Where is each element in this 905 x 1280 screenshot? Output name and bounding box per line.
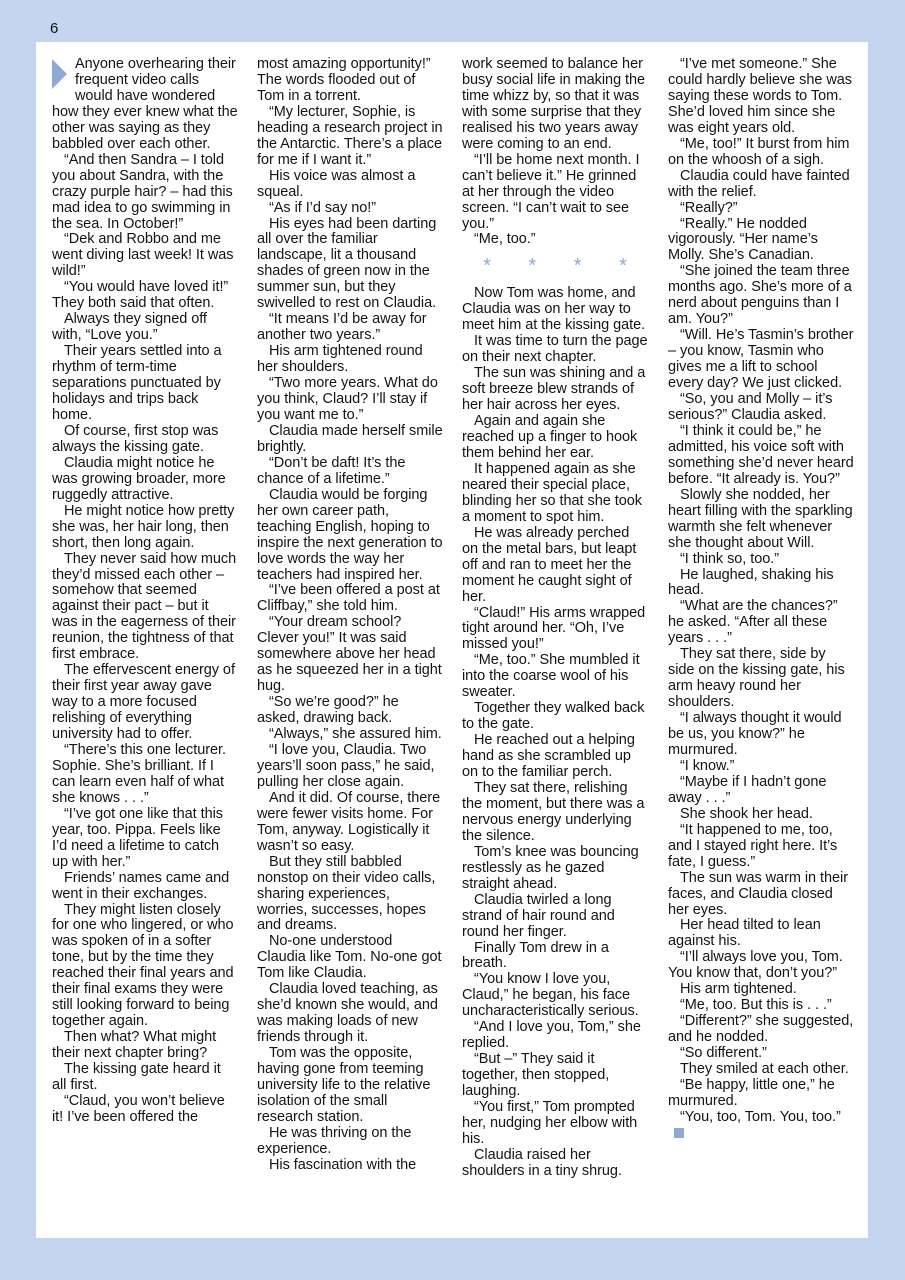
paragraph [668, 1014, 854, 1046]
paragraph [462, 845, 648, 893]
paragraph-text: “There’s this one lecturer. Sophie. She’s brilliant. If I can learn even half of what she knows . . .” [52, 741, 226, 806]
paragraph-text: “I’ll always love you, Tom. You know that, don’t you?” [668, 949, 843, 982]
paragraph [462, 653, 648, 701]
paragraph-text: Tom was the opposite, having gone from teeming university life to the relative isolation of the small research station. [257, 1045, 431, 1125]
paragraph-text: “Me, too.” She mumbled it into the coarse wool of his sweater. [462, 652, 640, 701]
paragraph [668, 918, 854, 950]
text-column-2 [257, 57, 443, 1174]
paragraph-text: “It happened to me, too, and I stayed right here. It’s fate, I guess.” [668, 821, 838, 870]
paragraph [462, 733, 648, 781]
paragraph-text: They sat there, relishing the moment, but there was a nervous energy underlying the silence. [462, 779, 645, 844]
paragraph-text: He laughed, shaking his head. [668, 566, 834, 599]
paragraph [52, 312, 238, 344]
paragraph [257, 456, 443, 488]
paragraph-text: “You first,” Tom prompted her, nudging her elbow with his. [462, 1099, 638, 1147]
paragraph-text: Friends’ names came and went in their exchanges. [52, 869, 230, 902]
paragraph-text: “Don’t be daft! It’s the chance of a lifetime.” [257, 454, 406, 487]
paragraph [52, 456, 238, 504]
paragraph-text: They might listen closely for one who lingered, or who was spoken of in a softer tone, but by the time they reached their final years and their final exams they were still looking forward to being together again. [52, 901, 234, 1030]
paragraph-text: They smiled at each other. [680, 1061, 849, 1078]
paragraph [257, 376, 443, 424]
paragraph [462, 153, 648, 233]
paragraph [257, 424, 443, 456]
paragraph [52, 153, 238, 233]
paragraph-text: He reached out a helping hand as she scrambled up on to the familiar perch. [462, 732, 635, 781]
paragraph [668, 998, 854, 1014]
paragraph-text: “So we’re good?” he asked, drawing back. [257, 694, 399, 727]
paragraph-text: Slowly she nodded, her heart filling with the sparkling warmth she felt whenever she thought about Will. [668, 486, 853, 551]
paragraph-text: “Your dream school? Clever you!” It was said somewhere above her head as he squeezed her in a tight hug. [257, 614, 442, 695]
text-column-1 [52, 57, 238, 1126]
paragraph [257, 727, 443, 743]
paragraph [52, 57, 238, 153]
paragraph-text: They sat there, side by side on the kissing gate, his arm heavy round her shoulders. [668, 646, 845, 711]
paragraph-text: Her head tilted to lean against his. [668, 917, 821, 950]
text-column-3-bottom [462, 286, 648, 1179]
paragraph [462, 781, 648, 845]
paragraph-text: Claudia might notice he was growing broader, more ruggedly attractive. [52, 454, 226, 503]
paragraph [462, 462, 648, 526]
paragraph-text: “I know.” [680, 757, 735, 774]
paragraph [257, 791, 443, 855]
paragraph [257, 855, 443, 935]
paragraph [668, 137, 854, 169]
paragraph-text: “Really?” [680, 199, 738, 216]
paragraph-text: “I’ve been offered a post at Cliffbay,” she told him. [257, 582, 440, 615]
paragraph-text: “I’ve got one like that this year, too. Pippa. Feels like I’d need a lifetime to catch up with her.” [52, 805, 223, 870]
paragraph [52, 232, 238, 280]
paragraph [462, 414, 648, 462]
paragraph [668, 488, 854, 552]
paragraph [462, 232, 648, 248]
article-page [36, 42, 868, 1238]
paragraph-text: He was thriving on the experience. [257, 1124, 412, 1157]
paragraph-text: Together they walked back to the gate. [462, 700, 645, 733]
paragraph-text: The kissing gate heard it all first. [52, 1061, 221, 1093]
paragraph [52, 280, 238, 312]
paragraph [668, 568, 854, 600]
paragraph [462, 701, 648, 733]
text-column-3-top [462, 57, 648, 248]
paragraph [257, 344, 443, 376]
paragraph-text: “I always thought it would be us, you know?” he murmured. [668, 710, 842, 758]
paragraph [52, 743, 238, 807]
paragraph-text: “Dek and Robbo and me went diving last week! It was wild!” [52, 231, 234, 280]
triangle-marker-icon [52, 59, 67, 89]
paragraph-text: “But –” They said it together, then stopped, laughing. [462, 1051, 610, 1100]
paragraph-text: But they still babbled nonstop on their video calls, sharing experiences, worries, successes, hopes and dreams. [257, 853, 436, 934]
paragraph [257, 57, 443, 105]
paragraph-text: Then what? What might their next chapter bring? [52, 1029, 217, 1062]
paragraph-text: “You would have loved it!” They both said that often. [52, 279, 229, 312]
paragraph-text: “Really.” He nodded vigorously. “Her name’s Molly. She’s Canadian. [668, 215, 818, 264]
paragraph [257, 201, 443, 217]
paragraph-text: “And I love you, Tom,” she replied. [462, 1019, 641, 1052]
paragraph-text: His arm tightened round her shoulders. [257, 343, 423, 376]
paragraph-text: “She joined the team three months ago. She’s more of a nerd about penguins than I am. You?” [668, 263, 852, 328]
paragraph [668, 759, 854, 775]
paragraph [52, 1062, 238, 1094]
paragraph-text: “I’ll be home next month. I can’t believe it.” He grinned at her through the video screen. “I can’t wait to see you.” [462, 151, 640, 232]
paragraph [257, 217, 443, 313]
paragraph-text: Claudia twirled a long strand of hair round and round her finger. [462, 891, 615, 940]
paragraph-text: His arm tightened. [680, 981, 797, 998]
paragraph-text: He might notice how pretty she was, her hair long, then short, then long again. [52, 502, 235, 551]
paragraph [257, 695, 443, 727]
paragraph-text: Claudia would be forging her own career path, teaching English, hoping to inspire the next generation to love words the way her teachers had inspired her. [257, 486, 443, 583]
paragraph [668, 1078, 854, 1110]
paragraph [668, 1110, 854, 1142]
paragraph-text: Finally Tom drew in a breath. [462, 939, 609, 972]
paragraph [52, 1030, 238, 1062]
paragraph [462, 334, 648, 366]
paragraph [668, 871, 854, 919]
paragraph [668, 264, 854, 328]
paragraph-text: The effervescent energy of their first year away gave way to a more focused relishing of everything university had to offer. [52, 662, 235, 743]
paragraph-text: “Claud!” His arms wrapped tight around her. “Oh, I’ve missed you!” [462, 604, 646, 653]
paragraph [257, 488, 443, 584]
paragraph-text: “You, too, Tom. You, too.” [680, 1108, 841, 1125]
paragraph [52, 424, 238, 456]
paragraph-text: “Maybe if I hadn’t gone away . . .” [668, 773, 827, 806]
text-column-4 [668, 57, 854, 1142]
paragraph [257, 583, 443, 615]
paragraph-text: Of course, first stop was always the kissing gate. [52, 422, 219, 455]
paragraph-text: Claudia raised her shoulders in a tiny shrug. [462, 1146, 622, 1179]
paragraph [52, 504, 238, 552]
paragraph [462, 972, 648, 1020]
square-end-icon [674, 1128, 684, 1138]
paragraph [257, 1046, 443, 1126]
paragraph-text: No-one understood Claudia like Tom. No-one got Tom like Claudia. [257, 933, 442, 982]
paragraph-text: His voice was almost a squeal. [257, 167, 416, 200]
paragraph-text: Anyone overhearing their frequent video calls would have wondered how they ever knew what the other was saying as they babbled over each other. [52, 56, 238, 152]
page-number: 6 [50, 20, 59, 37]
paragraph-text: The sun was shining and a soft breeze blew strands of her hair across her eyes. [462, 365, 646, 414]
paragraph-text: Claudia made herself smile brightly. [257, 422, 443, 455]
paragraph [668, 1062, 854, 1078]
paragraph [462, 1020, 648, 1052]
paragraph [462, 606, 648, 654]
paragraph [52, 871, 238, 903]
paragraph [257, 1158, 443, 1174]
paragraph-text: It was time to turn the page on their next chapter. [462, 333, 648, 366]
paragraph-text: “It means I’d be away for another two years.” [257, 311, 427, 344]
paragraph-text: “And then Sandra – I told you about Sandra, with the crazy purple hair? – had this mad idea to go swimming in the sea. In October!” [52, 151, 233, 232]
paragraph [52, 663, 238, 743]
paragraph [257, 934, 443, 982]
paragraph-text: The sun was warm in their faces, and Claudia closed her eyes. [668, 869, 848, 918]
paragraph [257, 982, 443, 1046]
paragraph [462, 286, 648, 334]
paragraph [257, 615, 443, 695]
paragraph [52, 903, 238, 1031]
paragraph [668, 775, 854, 807]
paragraph-text: Again and again she reached up a finger to hook them behind her ear. [462, 413, 638, 461]
paragraph [257, 105, 443, 169]
paragraph-text: Claudia loved teaching, as she’d known she would, and was making loads of new friends through it. [257, 981, 438, 1046]
paragraph-text: “Will. He’s Tasmin’s brother – you know, Tasmin who gives me a lift to school every day? We just clicked. [668, 327, 854, 392]
paragraph [668, 57, 854, 137]
section-separator: * * * * [483, 255, 643, 278]
paragraph-text: “So different.” [680, 1045, 767, 1062]
paragraph [257, 312, 443, 344]
paragraph-text: “As if I’d say no!” [269, 199, 377, 216]
paragraph [462, 941, 648, 973]
paragraph [668, 1046, 854, 1062]
paragraph-text: most amazing opportunity!” The words flooded out of Tom in a torrent. [257, 56, 431, 104]
paragraph-text: His fascination with the [269, 1156, 417, 1173]
paragraph-text: “Me, too!” It burst from him on the whoosh of a sigh. [668, 135, 850, 168]
paragraph-text: His eyes had been darting all over the familiar landscape, lit a thousand shades of green now in the summer sun, but they swivelled to rest on Claudia. [257, 215, 437, 312]
paragraph-text: “Claud, you won’t believe it! I’ve been offered the [52, 1092, 225, 1125]
paragraph [668, 807, 854, 823]
paragraph-text: It happened again as she neared their special place, blinding her so that she took a moment to spot him. [462, 460, 642, 525]
paragraph [668, 424, 854, 488]
paragraph [52, 552, 238, 664]
paragraph [668, 169, 854, 201]
paragraph [668, 217, 854, 265]
paragraph-text: Now Tom was home, and Claudia was on her way to meet him at the kissing gate. [462, 285, 646, 334]
paragraph [668, 552, 854, 568]
paragraph [257, 743, 443, 791]
paragraph-text: “I love you, Claudia. Two years’ll soon pass,” he said, pulling her close again. [257, 741, 435, 790]
paragraph-text: “You know I love you, Claud,” he began, his face uncharacteristically serious. [462, 971, 639, 1020]
paragraph [462, 1100, 648, 1148]
paragraph [52, 344, 238, 424]
paragraph [668, 599, 854, 647]
paragraph [462, 526, 648, 606]
paragraph-text: work seemed to balance her busy social life in making the time whizz by, so that it was with some surprise that they realised his two years away were coming to an end. [462, 56, 646, 152]
paragraph-text: “Two more years. What do you think, Claud? I’ll stay if you want me to.” [257, 375, 438, 423]
paragraph-text: “Be happy, little one,” he murmured. [668, 1077, 835, 1109]
paragraph [668, 950, 854, 982]
paragraph [257, 169, 443, 201]
paragraph [668, 201, 854, 217]
paragraph-text: Always they signed off with, “Love you.” [52, 311, 207, 344]
paragraph-text: “My lecturer, Sophie, is heading a research project in the Antarctic. There’s a place for me if I want it.” [257, 103, 443, 168]
paragraph-text: “I think so, too.” [680, 550, 780, 567]
paragraph [668, 328, 854, 392]
paragraph-text: They never said how much they’d missed each other – somehow that seemed against their pact – but it was in the eagerness of their reunion, the tightness of that first embrace. [52, 550, 237, 663]
paragraph [52, 807, 238, 871]
paragraph [462, 1148, 648, 1180]
paragraph [462, 893, 648, 941]
paragraph-text: Claudia could have fainted with the relief. [668, 167, 850, 200]
paragraph [668, 392, 854, 424]
paragraph-text: And it did. Of course, there were fewer visits home. For Tom, anyway. Logistically it wasn’t so easy. [257, 789, 441, 854]
text-column-3 [462, 57, 648, 1180]
paragraph-text: Tom’s knee was bouncing restlessly as he gazed straight ahead. [462, 843, 639, 892]
paragraph [52, 1094, 238, 1126]
paragraph [462, 1052, 648, 1100]
paragraph-text: “Different?” she suggested, and he nodded. [668, 1013, 854, 1046]
paragraph-text: “So, you and Molly – it’s serious?” Claudia asked. [668, 391, 833, 423]
paragraph-text: He was already perched on the metal bars, but leapt off and ran to meet her the moment he caught sight of her. [462, 524, 637, 605]
paragraph [462, 366, 648, 414]
paragraph-text: “Always,” she assured him. [269, 726, 442, 743]
paragraph-text: “What are the chances?” he asked. “After all these years . . .” [668, 598, 838, 647]
paragraph [462, 57, 648, 153]
paragraph-text: “Me, too.” [474, 231, 536, 248]
paragraph [668, 647, 854, 711]
paragraph [668, 823, 854, 871]
paragraph-text: “I think it could be,” he admitted, his voice soft with something she’d never heard before. “It already is. You?” [668, 422, 854, 487]
paragraph-text: She shook her head. [680, 805, 813, 822]
paragraph-text: “I’ve met someone.” She could hardly believe she was saying these words to Tom. She’d loved him since she was eight years old. [668, 56, 852, 136]
paragraph-text: Their years settled into a rhythm of term-time separations punctuated by holidays and trips back home. [52, 343, 222, 423]
paragraph-text: “Me, too. But this is . . .” [680, 997, 832, 1014]
paragraph [668, 711, 854, 759]
paragraph [668, 982, 854, 998]
paragraph [257, 1126, 443, 1158]
